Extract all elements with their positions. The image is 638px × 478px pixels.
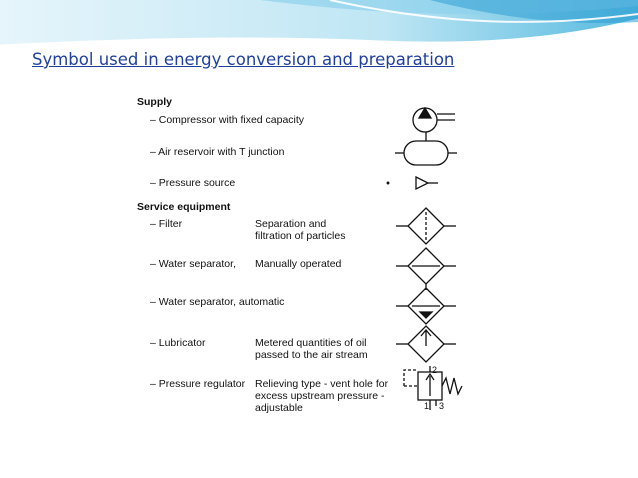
row-pressure-regulator-desc-3: adjustable xyxy=(255,402,303,414)
row-lubricator-desc-1: Metered quantities of oil xyxy=(255,337,367,349)
row-lubricator-desc-2: passed to the air stream xyxy=(255,349,368,361)
row-water-separator-auto-label: – Water separator, automatic xyxy=(150,296,285,308)
row-pressure-regulator-label: – Pressure regulator xyxy=(150,378,246,390)
slide-title: Symbol used in energy conversion and preparation xyxy=(32,50,455,69)
regulator-port-2: 2 xyxy=(432,365,438,375)
row-air-reservoir-label: – Air reservoir with T junction xyxy=(150,146,285,158)
regulator-port-3: 3 xyxy=(439,401,445,411)
row-water-separator-manual-label: – Water separator, xyxy=(150,258,236,270)
row-filter-label: – Filter xyxy=(150,218,183,230)
row-water-separator-manual-desc: Manually operated xyxy=(255,258,342,270)
supply-heading: Supply xyxy=(137,96,173,108)
row-lubricator-label: – Lubricator xyxy=(150,337,206,349)
row-pressure-regulator-desc-2: excess upstream pressure - xyxy=(255,390,385,402)
row-filter-desc-1: Separation and xyxy=(255,218,327,230)
row-filter-desc-2: filtration of particles xyxy=(255,230,346,242)
row-pressure-source-label: – Pressure source xyxy=(150,177,236,189)
row-pressure-regulator-desc-1: Relieving type - vent hole for xyxy=(255,378,389,390)
row-compressor-label: – Compressor with fixed capacity xyxy=(150,114,305,126)
regulator-port-1: 1 xyxy=(424,401,430,411)
service-heading: Service equipment xyxy=(137,201,231,213)
